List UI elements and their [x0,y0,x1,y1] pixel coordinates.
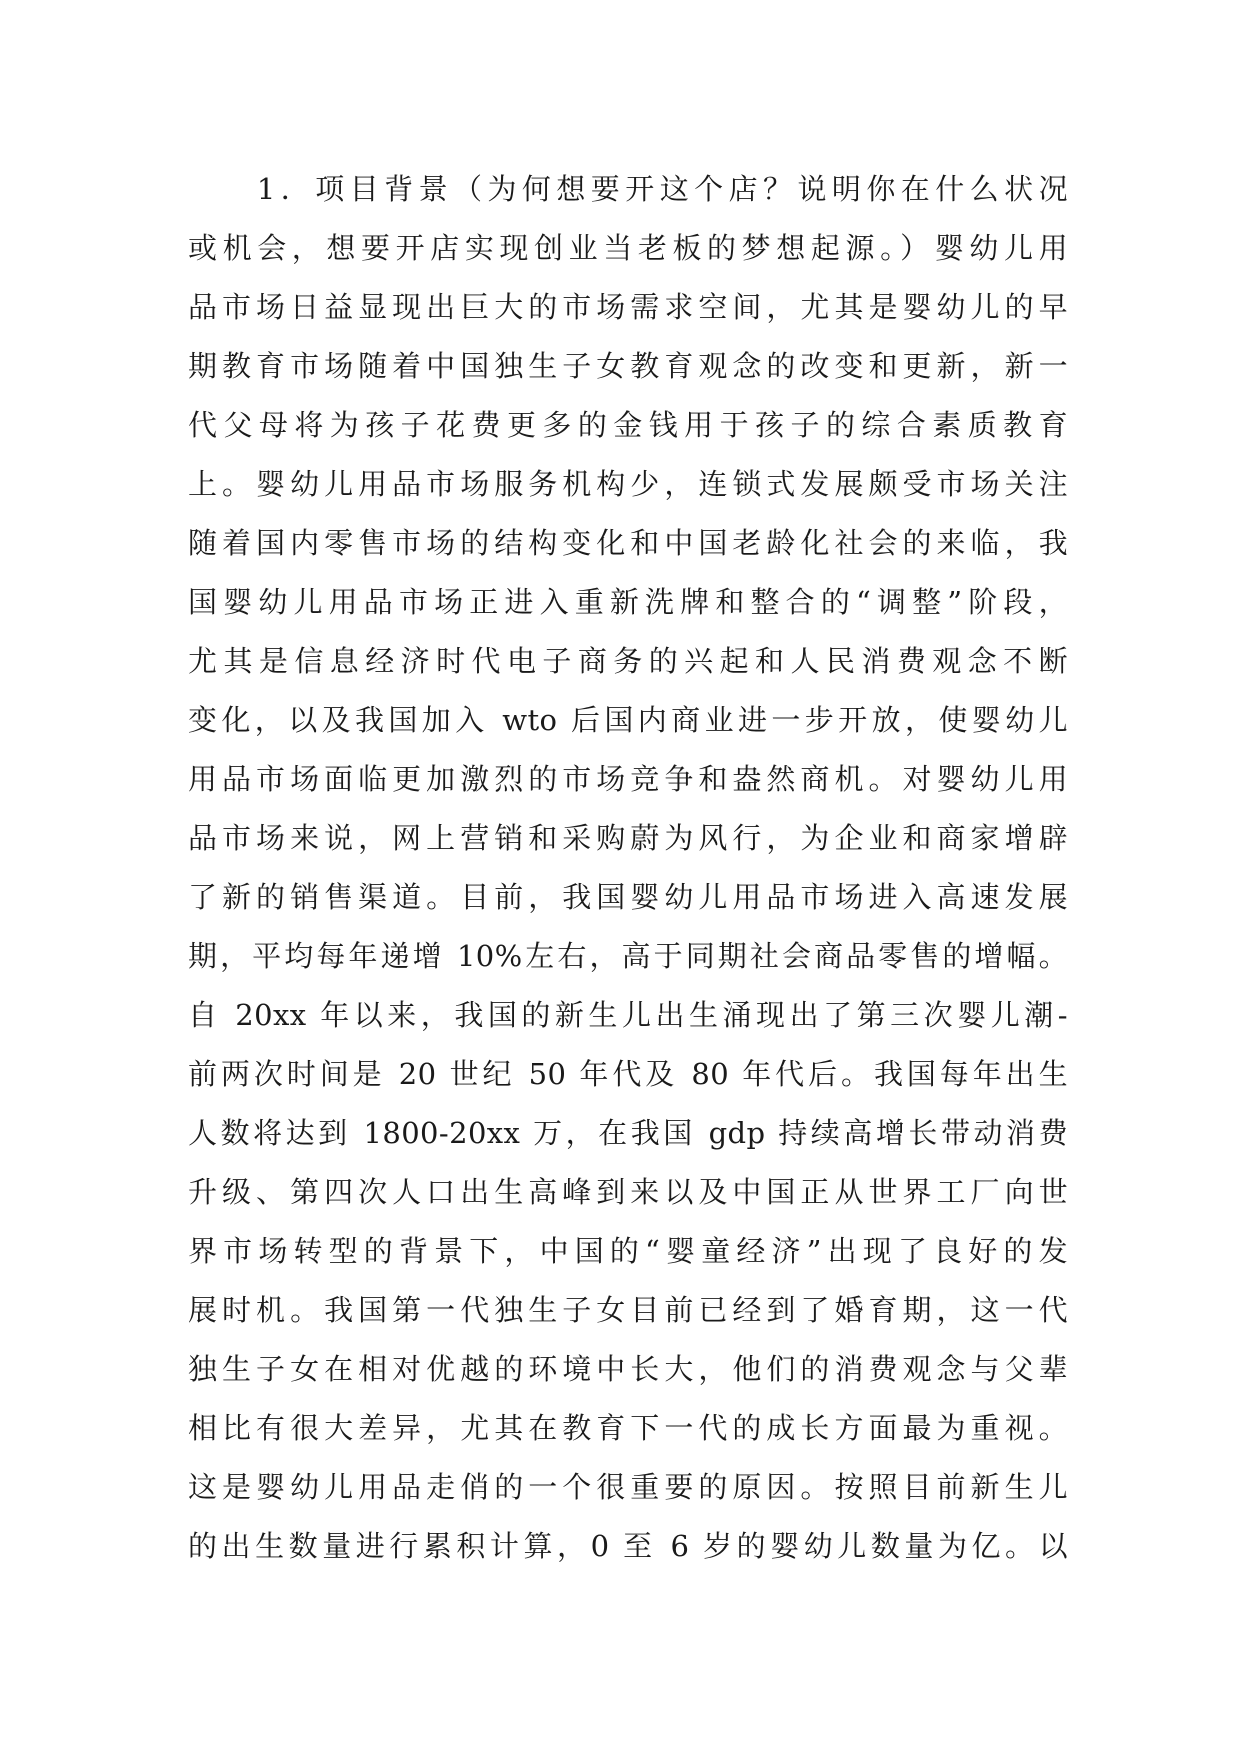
paragraph-line: 用品市场面临更加激烈的市场竞争和盎然商机。对婴幼儿用 [188,762,1068,796]
paragraph-line: 展时机。我国第一代独生子女目前已经到了婚育期，这一代 [188,1293,1068,1327]
paragraph-line: 尤其是信息经济时代电子商务的兴起和人民消费观念不断 [188,644,1068,678]
paragraph-line: 代父母将为孩子花费更多的金钱用于孩子的综合素质教育 [188,408,1068,442]
paragraph-line: 国婴幼儿用品市场正进入重新洗牌和整合的“调整”阶段， [188,585,1068,619]
paragraph-line: 期教育市场随着中国独生子女教育观念的改变和更新，新一 [188,349,1068,383]
paragraph-line: 前两次时间是 20 世纪 50 年代及 80 年代后。我国每年出生 [188,1057,1068,1091]
paragraph-line: 了新的销售渠道。目前，我国婴幼儿用品市场进入高速发展 [188,880,1068,914]
paragraph-line: 界市场转型的背景下，中国的“婴童经济”出现了良好的发 [188,1234,1068,1268]
paragraph-line: 1．项目背景（为何想要开这个店？说明你在什么状况 [188,172,1068,206]
paragraph-line: 随着国内零售市场的结构变化和中国老龄化社会的来临，我 [188,526,1068,560]
paragraph-line: 变化，以及我国加入 wto 后国内商业进一步开放，使婴幼儿 [188,703,1068,737]
paragraph-line: 品市场日益显现出巨大的市场需求空间，尤其是婴幼儿的早 [188,290,1068,324]
paragraph-line: 升级、第四次人口出生高峰到来以及中国正从世界工厂向世 [188,1175,1068,1209]
paragraph-line: 或机会，想要开店实现创业当老板的梦想起源。）婴幼儿用 [188,231,1068,265]
paragraph-line: 期，平均每年递增 10%左右，高于同期社会商品零售的增幅。 [188,939,1068,973]
paragraph-line: 独生子女在相对优越的环境中长大，他们的消费观念与父辈 [188,1352,1068,1386]
paragraph-line: 的出生数量进行累积计算，0 至 6 岁的婴幼儿数量为亿。以 [188,1529,1068,1563]
paragraph-line: 相比有很大差异，尤其在教育下一代的成长方面最为重视。 [188,1411,1068,1445]
paragraph-line: 上。婴幼儿用品市场服务机构少，连锁式发展颇受市场关注 [188,467,1068,501]
body-paragraph [188,160,1068,1576]
paragraph-line: 这是婴幼儿用品走俏的一个很重要的原因。按照目前新生儿 [188,1470,1068,1504]
paragraph-line: 自 20xx 年以来，我国的新生儿出生涌现出了第三次婴儿潮- [188,998,1068,1032]
paragraph-line: 人数将达到 1800-20xx 万，在我国 gdp 持续高增长带动消费 [188,1116,1068,1150]
paragraph-line: 品市场来说，网上营销和采购蔚为风行，为企业和商家增辟 [188,821,1068,855]
